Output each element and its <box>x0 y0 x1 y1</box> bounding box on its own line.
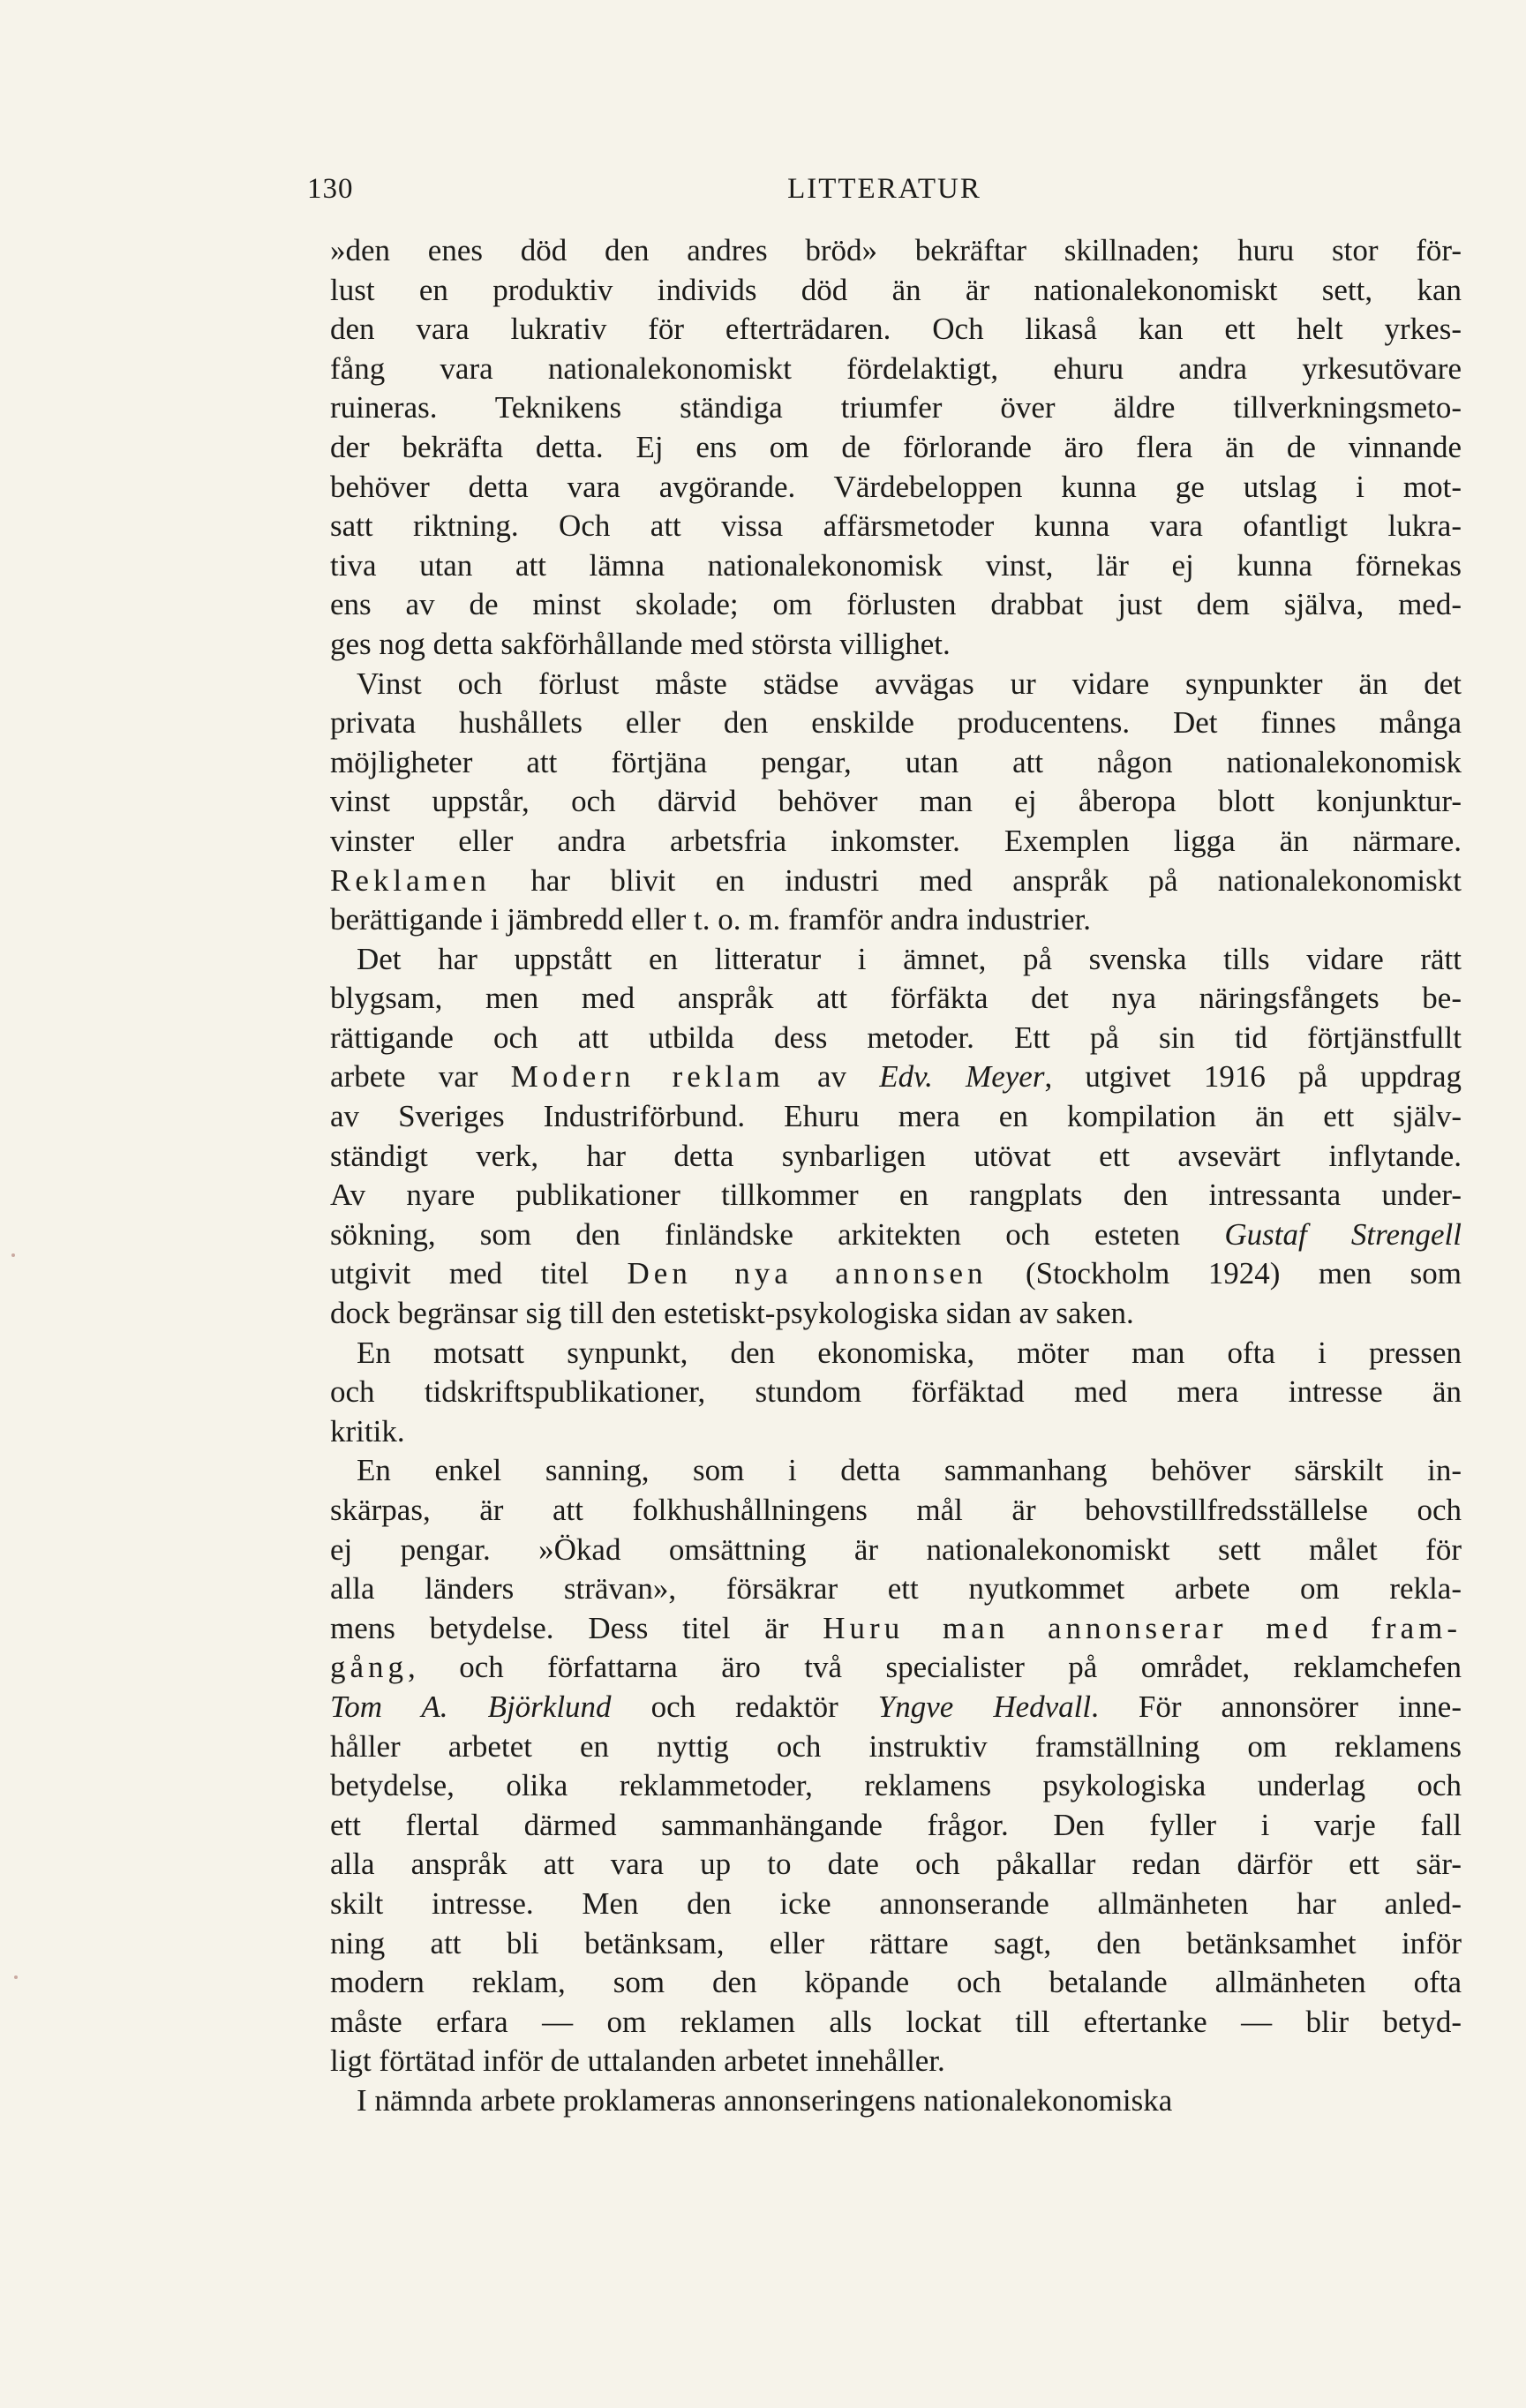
text-line <box>330 862 1462 901</box>
text-line: dock begränsar sig till den estetiskt-psykologiska sidan av saken. <box>330 1296 1134 1331</box>
text-line: satt riktning. Och att vissa affärsmetoder kunna vara ofantligt lukra- <box>330 508 1462 544</box>
text-segment: och redaktör <box>611 1689 878 1724</box>
text-line: vinst uppstår, och därvid behöver man ej åberopa blott konjunktur- <box>330 784 1462 819</box>
text-line: skilt intresse. Men den icke annonserande allmänheten har anled- <box>330 1885 1462 1921</box>
text-segment: (Stockholm 1924) men som <box>987 1256 1462 1291</box>
text-line <box>330 1609 1462 1649</box>
text-line: och tidskriftspublikationer, stundom förfäktad med mera intresse än <box>330 1374 1462 1410</box>
text-line <box>330 1648 1462 1688</box>
page-header <box>307 173 1462 217</box>
italic-name: Gustaf Strengell <box>1224 1216 1462 1252</box>
text-line: rättigande och att utbilda dess metoder. Ett på sin tid förtjänstfullt <box>330 1020 1462 1055</box>
text-segment: av <box>784 1059 880 1095</box>
text-segment: mens betydelse. Dess titel är <box>330 1610 823 1645</box>
text-line <box>330 1057 1462 1097</box>
text-line: Vinst och förlust måste städse avvägas ur vidare synpunkter än det <box>357 666 1462 701</box>
spaced-title: Modern reklam <box>510 1059 785 1095</box>
text-line: ning att bli betänksam, eller rättare sagt, den betänksamhet inför <box>330 1925 1462 1960</box>
text-line: möjligheter att förtjäna pengar, utan att någon nationalekonomisk <box>330 744 1462 779</box>
text-line: lust en produktiv individs död än är nationalekonomiskt sett, kan <box>330 272 1462 307</box>
body-text <box>330 231 1462 2121</box>
text-line: Det har uppstått en litteratur i ämnet, på svenska tills vidare rätt <box>357 941 1462 976</box>
text-line: skärpas, är att folkhushållningens mål är behovstillfredsställelse och <box>330 1493 1462 1527</box>
text-line: I nämnda arbete proklameras annonseringens nationalekonomiska <box>357 2082 1173 2118</box>
italic-name: Edv. Meyer <box>879 1059 1045 1095</box>
text-line: ett flertal därmed sammanhängande frågor. Den fyller i varje fall <box>330 1807 1462 1842</box>
paper-speck <box>11 1253 15 1257</box>
text-line: ej pengar. »Ökad omsättning är nationalekonomiskt sett målet för <box>330 1531 1462 1567</box>
text-line: ges nog detta sakförhållande med största villighet. <box>330 626 951 661</box>
italic-name: Tom A. Björklund <box>330 1689 612 1724</box>
text-line: ständigt verk, har detta synbarligen utövat ett avsevärt inflytande. <box>330 1138 1462 1173</box>
italic-name: Yngve Hedvall <box>877 1689 1092 1724</box>
text-segment: , och författarna äro två specialister på området, reklamchefen <box>408 1650 1462 1685</box>
text-line: fång vara nationalekonomiskt fördelaktigt, ehuru andra yrkesutövare <box>330 350 1462 386</box>
text-line: alla anspråk att vara up to date och påkallar redan därför ett sär- <box>330 1847 1462 1882</box>
text-line: Av nyare publikationer tillkommer en rangplats den intressanta under- <box>330 1178 1462 1213</box>
text-segment: har blivit en industri med anspråk på nationalekonomiskt <box>490 862 1462 898</box>
text-line: behöver detta vara avgörande. Värdebeloppen kunna ge utslag i mot- <box>330 469 1462 504</box>
spaced-title: Den nya annonsen <box>627 1256 988 1291</box>
spaced-title: Reklamen <box>330 862 491 898</box>
text-line: En enkel sanning, som i detta sammanhang behöver särskilt in- <box>357 1453 1462 1488</box>
text-line: av Sveriges Industriförbund. Ehuru mera en kompilation än ett själv- <box>330 1099 1462 1134</box>
text-line: betydelse, olika reklammetoder, reklamens psykologiska underlag och <box>330 1768 1462 1803</box>
text-segment: . För annonsörer inne- <box>1091 1689 1462 1724</box>
text-line <box>330 1254 1462 1294</box>
text-segment: utgivit med titel <box>330 1256 628 1291</box>
text-segment: , utgivet 1916 på uppdrag <box>1044 1059 1462 1095</box>
text-line: tiva utan att lämna nationalekonomisk vinst, lär ej kunna förnekas <box>330 547 1462 583</box>
paper-speck <box>14 1975 18 1979</box>
text-line: ens av de minst skolade; om förlusten drabbat just dem själva, med- <box>330 587 1462 622</box>
spaced-title: gång <box>330 1650 409 1685</box>
text-line: ligt förtätad inför de uttalanden arbetet innehåller. <box>330 2043 945 2079</box>
text-line: den vara lukrativ för efterträdaren. Och likaså kan ett helt yrkes- <box>330 312 1462 347</box>
text-line: der bekräfta detta. Ej ens om de förlorande äro flera än de vinnande <box>330 429 1462 464</box>
text-line: modern reklam, som den köpande och betalande allmänheten ofta <box>330 1965 1462 2000</box>
spaced-title: Huru man annonserar med fram- <box>823 1610 1462 1645</box>
text-line: måste erfara — om reklamen alls lockat till eftertanke — blir betyd- <box>330 2004 1462 2039</box>
text-line: vinster eller andra arbetsfria inkomster. Exemplen ligga än närmare. <box>330 823 1462 858</box>
text-line: privata hushållets eller den enskilde producentens. Det finnes många <box>330 705 1462 741</box>
text-line: alla länders strävan», försäkrar ett nyutkommet arbete om rekla- <box>330 1571 1462 1607</box>
running-head: LITTERATUR <box>787 173 981 205</box>
text-line <box>330 1688 1462 1727</box>
text-line: En motsatt synpunkt, den ekonomiska, möter man ofta i pressen <box>357 1335 1462 1370</box>
text-line: »den enes död den andres bröd» bekräftar skillnaden; huru stor för- <box>330 233 1462 267</box>
text-line: berättigande i jämbredd eller t. o. m. framför andra industrier. <box>330 902 1092 937</box>
text-segment: arbete var <box>330 1059 511 1095</box>
text-line: håller arbetet en nyttig och instruktiv framställning om reklamens <box>330 1728 1462 1764</box>
text-segment: sökning, som den finländske arkitekten och esteten <box>330 1216 1225 1252</box>
text-line: ruineras. Teknikens ständiga triumfer över äldre tillverkningsmeto- <box>330 390 1462 425</box>
text-line: kritik. <box>330 1413 405 1449</box>
text-line <box>330 1215 1462 1255</box>
text-line: blygsam, men med anspråk att förfäkta det nya näringsfångets be- <box>330 981 1462 1016</box>
page-number: 130 <box>307 173 354 205</box>
